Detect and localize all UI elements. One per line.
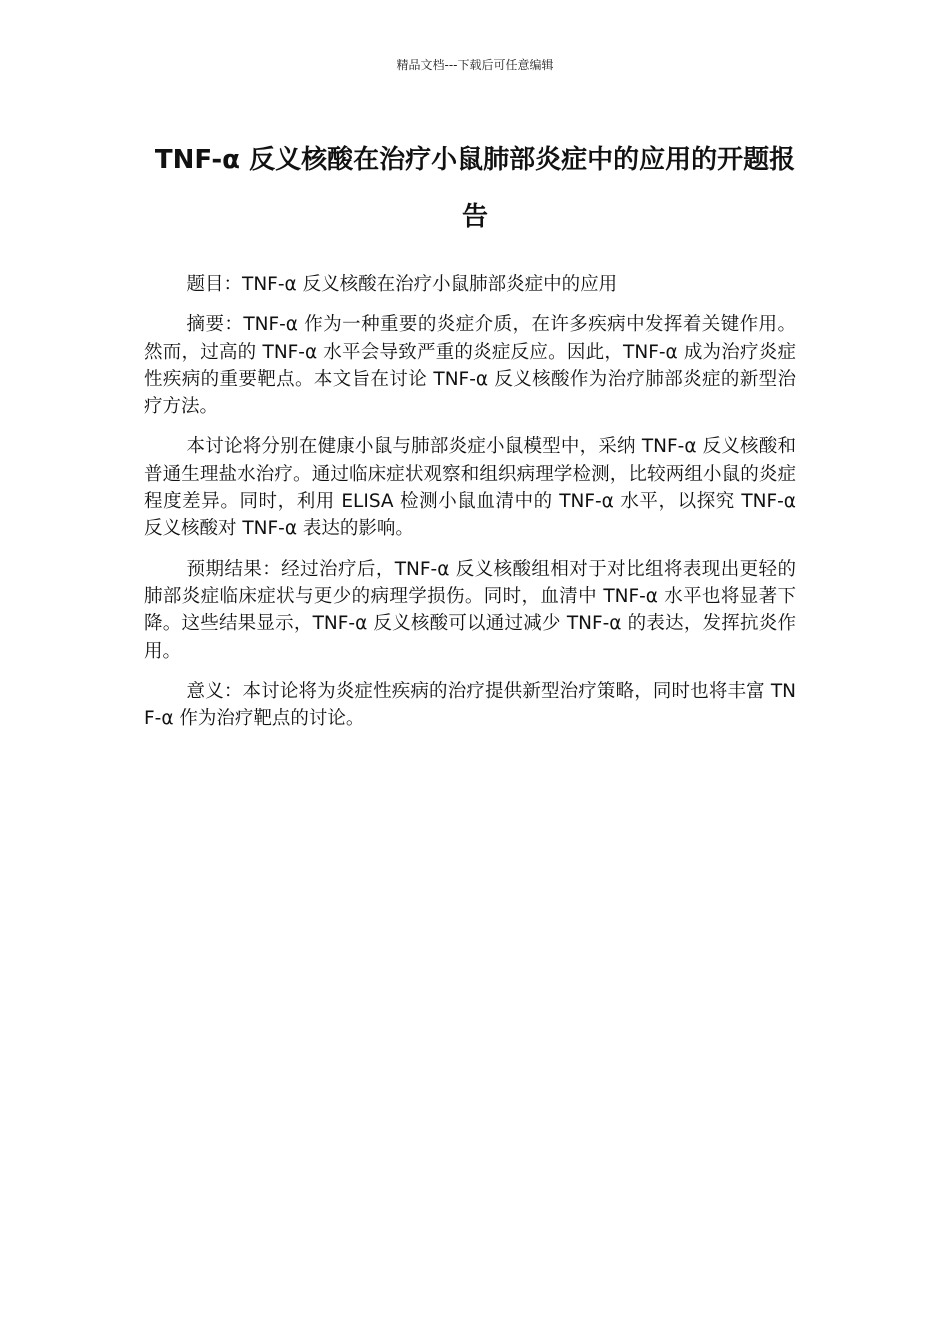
- document-body: [144, 271, 796, 745]
- paragraph-abstract: 摘要：TNF-α 作为一种重要的炎症介质，在许多疾病中发挥着关键作用。然而，过高的 TNF-α 水平会导致严重的炎症反应。因此，TNF-α 成为治疗炎症性疾病的重要靶点。本文旨在讨论 TNF-α 反义核酸作为治疗肺部炎症的新型治疗方法。: [144, 314, 796, 418]
- paragraph-topic: 题目：TNF-α 反义核酸在治疗小鼠肺部炎症中的应用: [186, 274, 618, 295]
- paragraph-significance: 意义：本讨论将为炎症性疾病的治疗提供新型治疗策略，同时也将丰富 TNF-α 作为治疗靶点的讨论。: [144, 680, 796, 730]
- paragraph-method: 本讨论将分别在健康小鼠与肺部炎症小鼠模型中，采纳 TNF-α 反义核酸和普通生理盐水治疗。通过临床症状观察和组织病理学检测，比较两组小鼠的炎症程度差异。同时，利用 ELISA 检测小鼠血清中的 TNF-α 水平，以探究 TNF-α 反义核酸对 TNF-α 表达的影响。: [144, 436, 796, 540]
- paragraph-expected-results: 预期结果：经过治疗后，TNF-α 反义核酸组相对于对比组将表现出更轻的肺部炎症临床症状与更少的病理学损伤。同时，血清中 TNF-α 水平也将显著下降。这些结果显示，TNF-α 反义核酸可以通过减少 TNF-α 的表达，发挥抗炎作用。: [144, 558, 796, 662]
- document-title: TNF-α 反义核酸在治疗小鼠肺部炎症中的应用的开题报告: [154, 145, 796, 232]
- page-header: 精品文档---下载后可任意编辑: [396, 58, 554, 72]
